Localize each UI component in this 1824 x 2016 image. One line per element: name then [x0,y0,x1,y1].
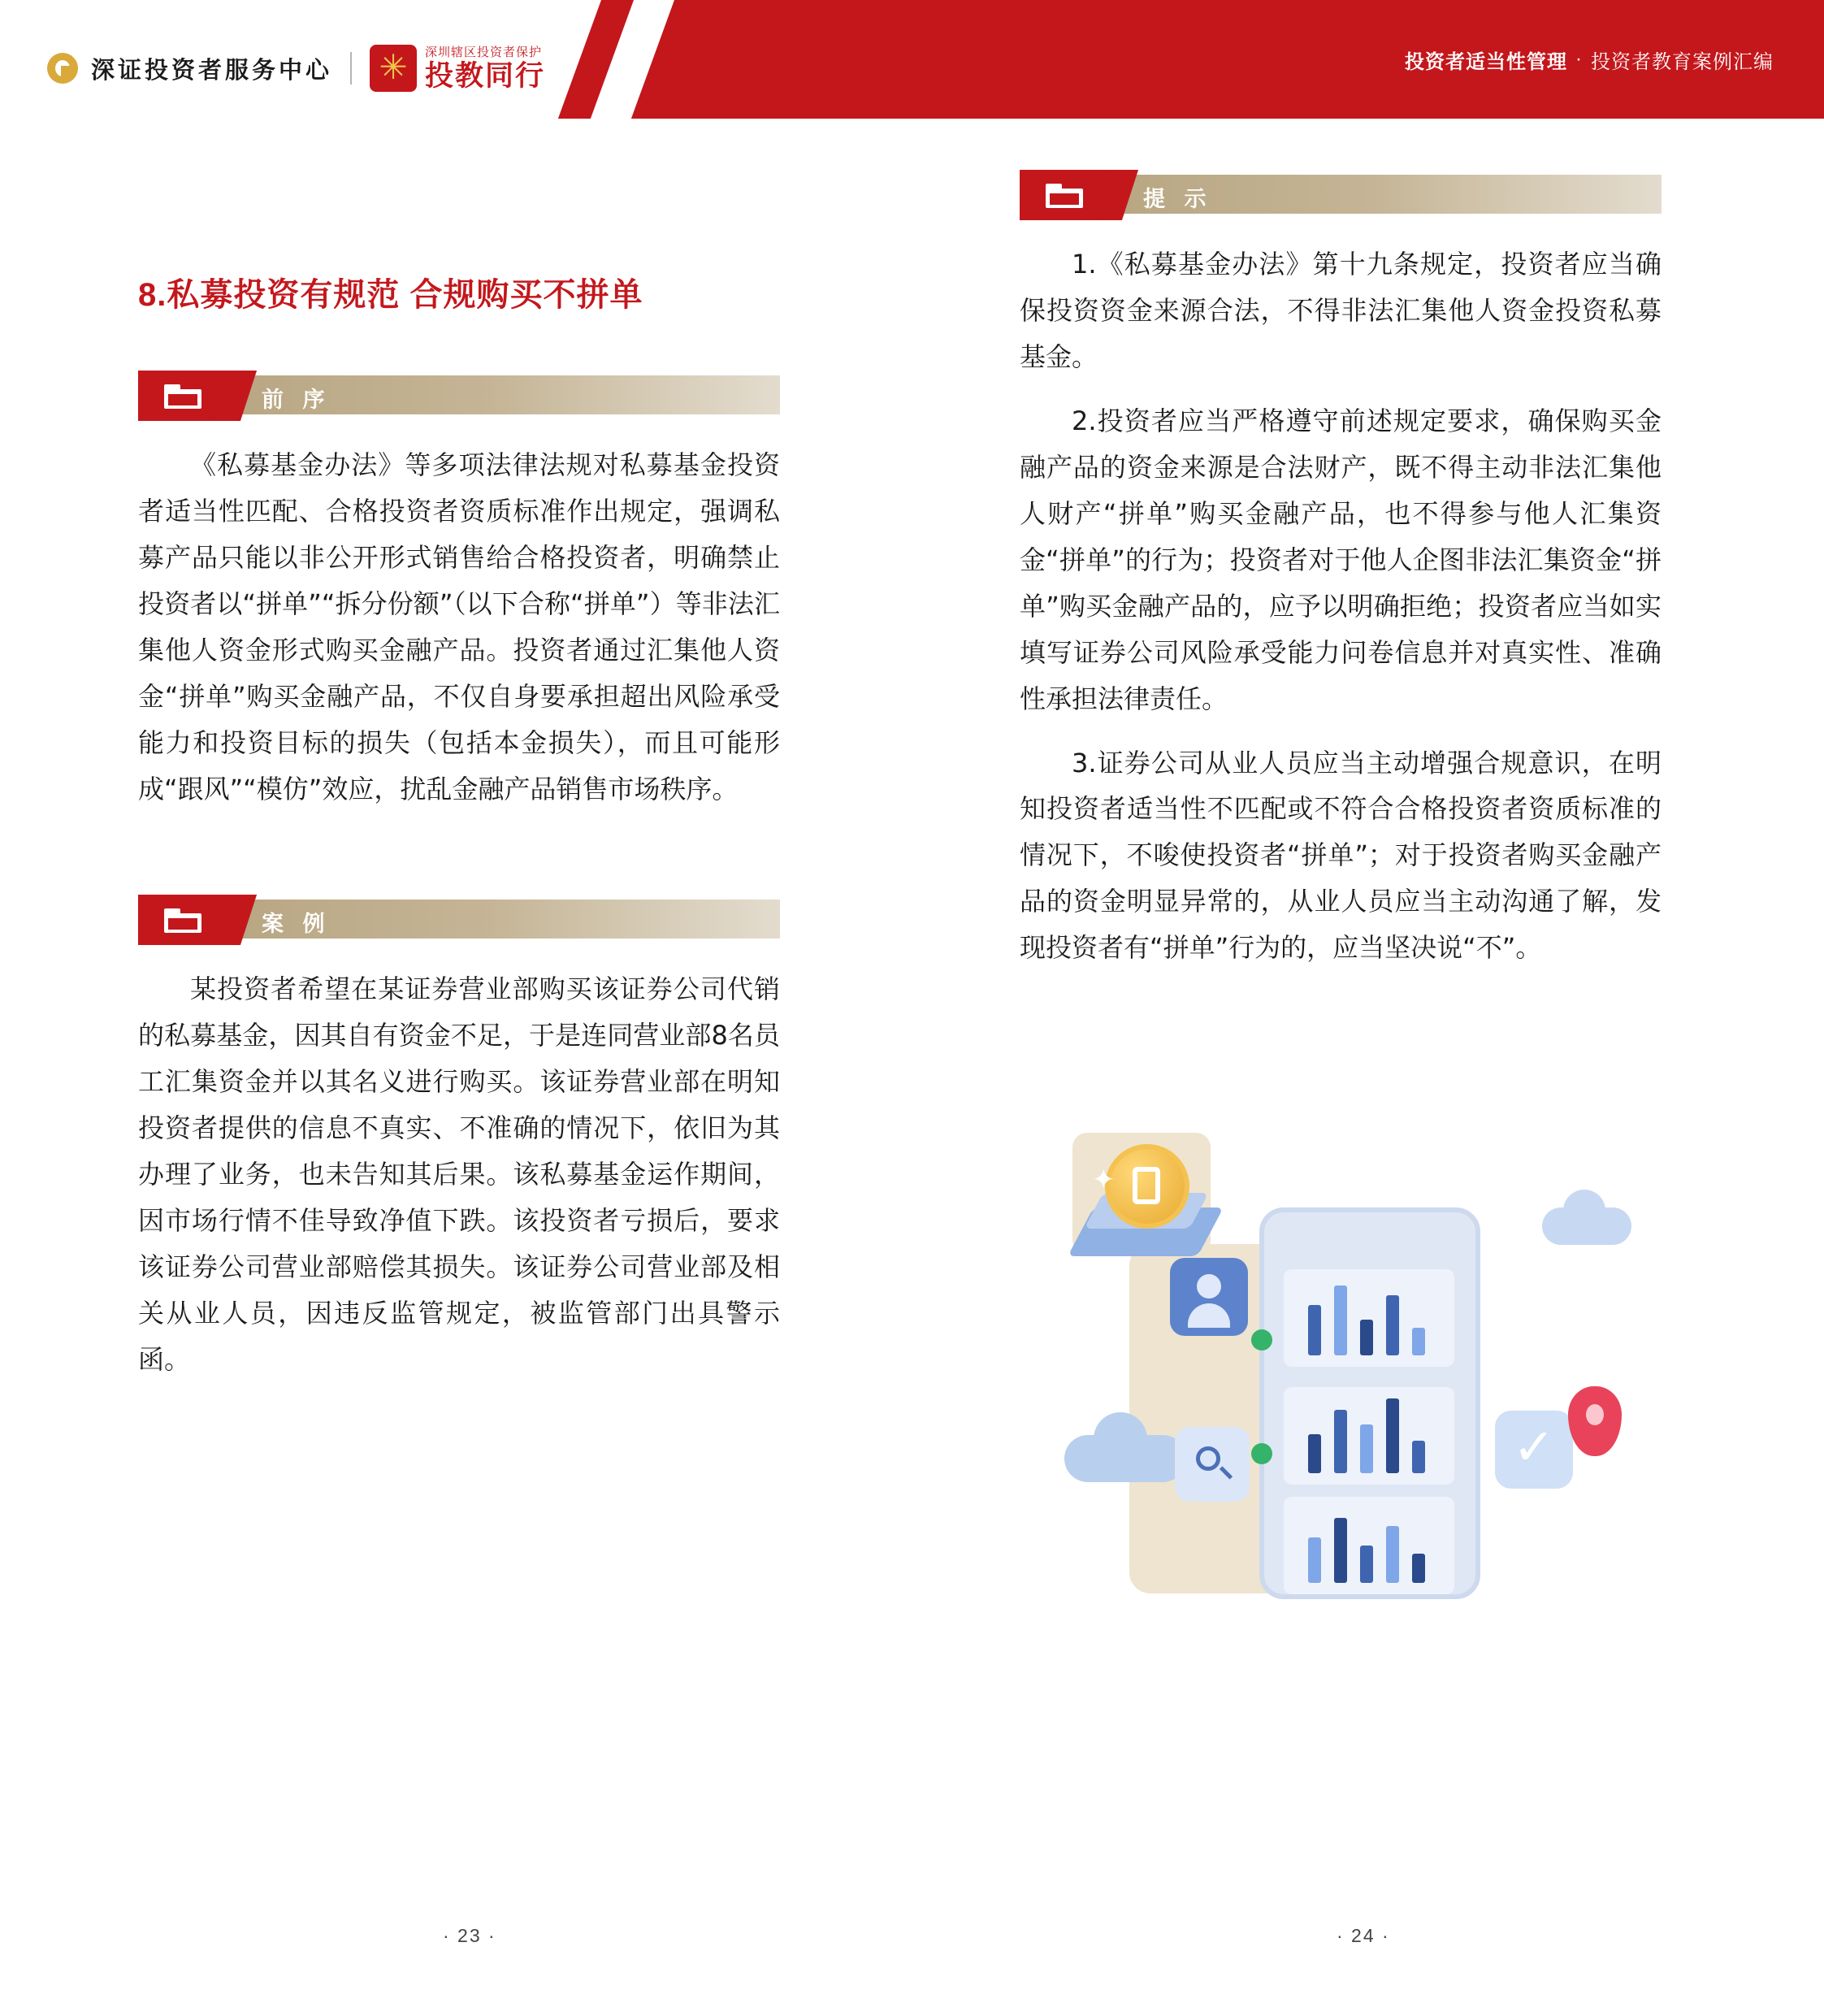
section-label-preface: 前 序 [262,388,331,412]
page-number-right: · 24 · [1337,1925,1390,1946]
check-icon [1495,1411,1573,1489]
chart-row [1284,1387,1454,1485]
organization-name: 深证投资者服务中心 [91,57,333,84]
user-avatar-icon [1170,1258,1248,1336]
badge-title: 投教同行 [425,59,546,92]
folder-icon [1046,184,1083,208]
brand-logo [47,46,545,91]
header-title-sub: 投资者教育案例汇编 [1591,50,1774,73]
paragraph: 1.《私募基金办法》第十九条规定，投资者应当确保投资资金来源合法，不得非法汇集他人资金投资私募基金。 [1020,249,1662,372]
section-case [138,895,780,1401]
sparkle-icon: ✦ [1092,1164,1116,1195]
logo-divider [350,52,352,85]
page-title: 8.私募投资有规范 合规购买不拼单 [138,277,643,313]
star-icon [370,45,417,92]
status-dot [1251,1443,1272,1464]
shield-logo-icon [47,53,78,84]
section-label-tips: 提 示 [1143,187,1213,211]
mobile-finance-illustration [1056,1086,1641,1638]
section-header-case [138,895,780,945]
header-title-main: 投资者适当性管理 [1405,50,1567,73]
badge-subtitle: 深圳辖区投资者保护 [425,46,543,60]
folder-icon [164,384,201,409]
paragraph: 2.投资者应当严格遵守前述规定要求，确保购买金融产品的资金来源是合法财产，既不得主动非法汇集他人财产“拼单”购买金融产品，也不得参与他人汇集资金“拼单”的行为；投资者对于他人企图非法汇集资金“拼单”购买金融产品的，应予以明确拒绝；投资者应当如实填写证券公司风险承受能力问卷信息并对真实性、准确性承担法律责任。 [1020,405,1662,714]
location-pin-icon [1568,1386,1622,1456]
section-header-tips [1020,170,1662,220]
header-title-separator: · [1575,48,1583,70]
cloud-icon [1064,1435,1186,1482]
search-icon [1175,1427,1250,1502]
chart-row [1284,1497,1454,1594]
paragraph: 某投资者希望在某证券营业部购买该证券公司代销的私募基金，因其自有资金不足，于是连同营业部8名员工汇集资金并以其名义进行购买。该证券营业部在明知投资者提供的信息不真实、不准确的情况下，依旧为其办理了业务，也未告知其后果。该私募基金运作期间，因市场行情不佳导致净值下跌。该投资者亏损后，要求该证券公司营业部赔偿其损失。该证券公司营业部及相关从业人员，因违反监管规定，被监管部门出具警示函。 [138,973,780,1375]
cloud-icon [1542,1207,1631,1245]
phone-frame [1259,1207,1480,1599]
page-content [0,119,1824,2016]
section-header-preface [138,371,780,421]
badge-text-group [425,46,545,90]
folder-icon [164,908,201,933]
status-dot [1251,1329,1272,1351]
section-label-case: 案 例 [262,912,331,936]
section-tips [1020,170,1662,989]
header-running-title [1405,0,1774,119]
paragraph: 3.证券公司从业人员应当主动增强合规意识，在明知投资者适当性不匹配或不符合合格投资者资质标准的情况下，不唆使投资者“拼单”；对于投资者购买金融产品的资金明显异常的，从业人员应当主动沟通了解，发现投资者有“拼单”行为的，应当坚决说“不”。 [1020,747,1662,964]
chart-row [1284,1269,1454,1367]
coin-icon [1105,1144,1189,1229]
page-number-left: · 23 · [443,1925,496,1946]
section-preface [138,371,780,830]
paragraph: 《私募基金办法》等多项法律法规对私募基金投资者适当性匹配、合格投资者资质标准作出规定，强调私募产品只能以非公开形式销售给合格投资者，明确禁止投资者以“拼单”“拆分份额”（以下合称“拼单”）等非法汇集他人资金形式购买金融产品。投资者通过汇集他人资金“拼单”购买金融产品，不仅自身要承担超出风险承受能力和投资目标的损失（包括本金损失），而且可能形成“跟风”“模仿”效应，扰乱金融产品销售市场秩序。 [138,449,780,804]
page-header [0,0,1824,119]
program-badge [370,45,545,92]
